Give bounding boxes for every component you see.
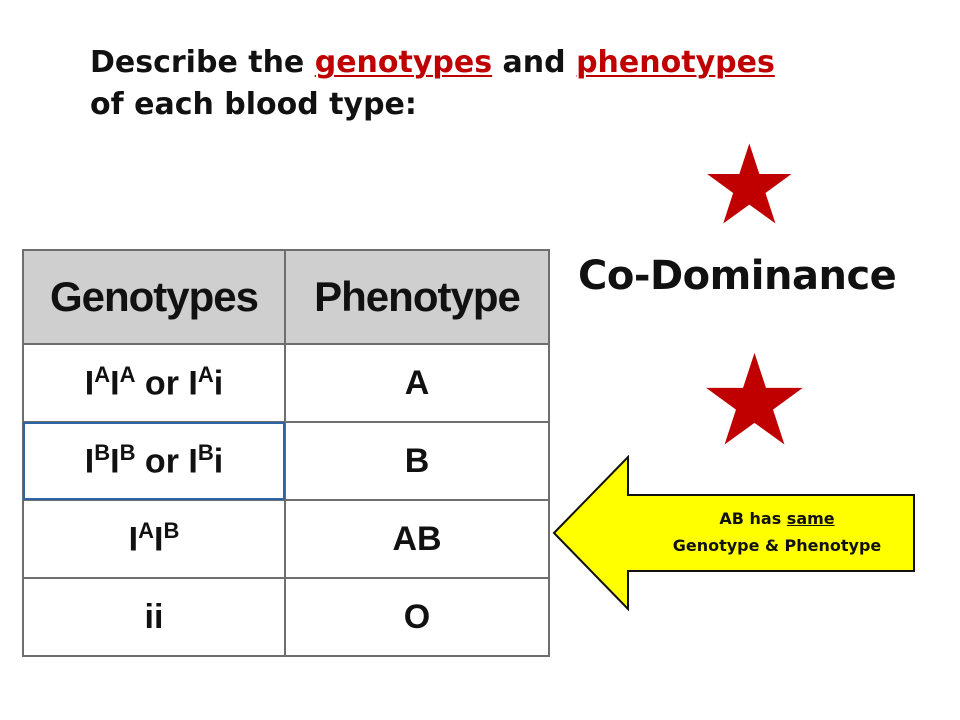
genotype-cell (23, 422, 285, 500)
allele-superscript: A (138, 518, 154, 544)
genotype-cell (23, 500, 285, 578)
co-dominance-label: Co-Dominance (578, 253, 897, 299)
phenotype-cell: A (285, 344, 549, 422)
phenotype-cell: B (285, 422, 549, 500)
heading-line2: of each blood type: (90, 87, 417, 122)
heading-genotypes: genotypes (314, 45, 493, 80)
heading-phenotypes: phenotypes (576, 45, 775, 80)
allele-base: I (188, 364, 198, 403)
genotype-text: ii (144, 597, 164, 636)
allele-base: I (110, 364, 120, 403)
table-row (23, 500, 549, 578)
callout-arrow (552, 455, 918, 611)
table-row (23, 578, 549, 656)
genotype-cell (23, 344, 285, 422)
table-row (23, 344, 549, 422)
phenotype-cell: O (285, 578, 549, 656)
table-header-row (23, 250, 549, 344)
genotypes-header: Genotypes (23, 250, 285, 344)
allele-superscript: A (94, 362, 111, 388)
allele-base: I (110, 442, 120, 481)
genotype-text: or (135, 442, 189, 481)
phenotype-header: Phenotype (285, 250, 549, 344)
genotype-cell (23, 578, 285, 656)
allele-superscript: B (94, 440, 111, 466)
callout-same: same (786, 509, 835, 528)
genotype-text: i (213, 442, 224, 481)
allele-base: I (84, 364, 95, 403)
callout-line1-prefix: AB has (719, 509, 787, 528)
phenotype-cell: AB (285, 500, 549, 578)
blood-type-table (22, 249, 550, 657)
allele-base: I (84, 442, 95, 481)
callout-line2: Genotype & Phenotype (672, 536, 882, 555)
heading-middle: and (492, 45, 577, 80)
callout-text (642, 505, 912, 559)
genotype-text: or (135, 364, 189, 403)
star-icon: ★ (698, 327, 811, 474)
allele-superscript: A (197, 362, 214, 388)
star-icon: ★ (700, 121, 799, 249)
allele-base: I (128, 520, 139, 559)
genotype-text: i (213, 364, 224, 403)
heading-prefix: Describe the (90, 45, 315, 80)
allele-superscript: B (197, 440, 214, 466)
allele-superscript: B (119, 440, 136, 466)
allele-superscript: A (119, 362, 136, 388)
table-row (23, 422, 549, 500)
slide-heading (90, 42, 830, 126)
allele-base: I (188, 442, 198, 481)
allele-superscript: B (163, 518, 180, 544)
allele-base: I (154, 520, 164, 559)
